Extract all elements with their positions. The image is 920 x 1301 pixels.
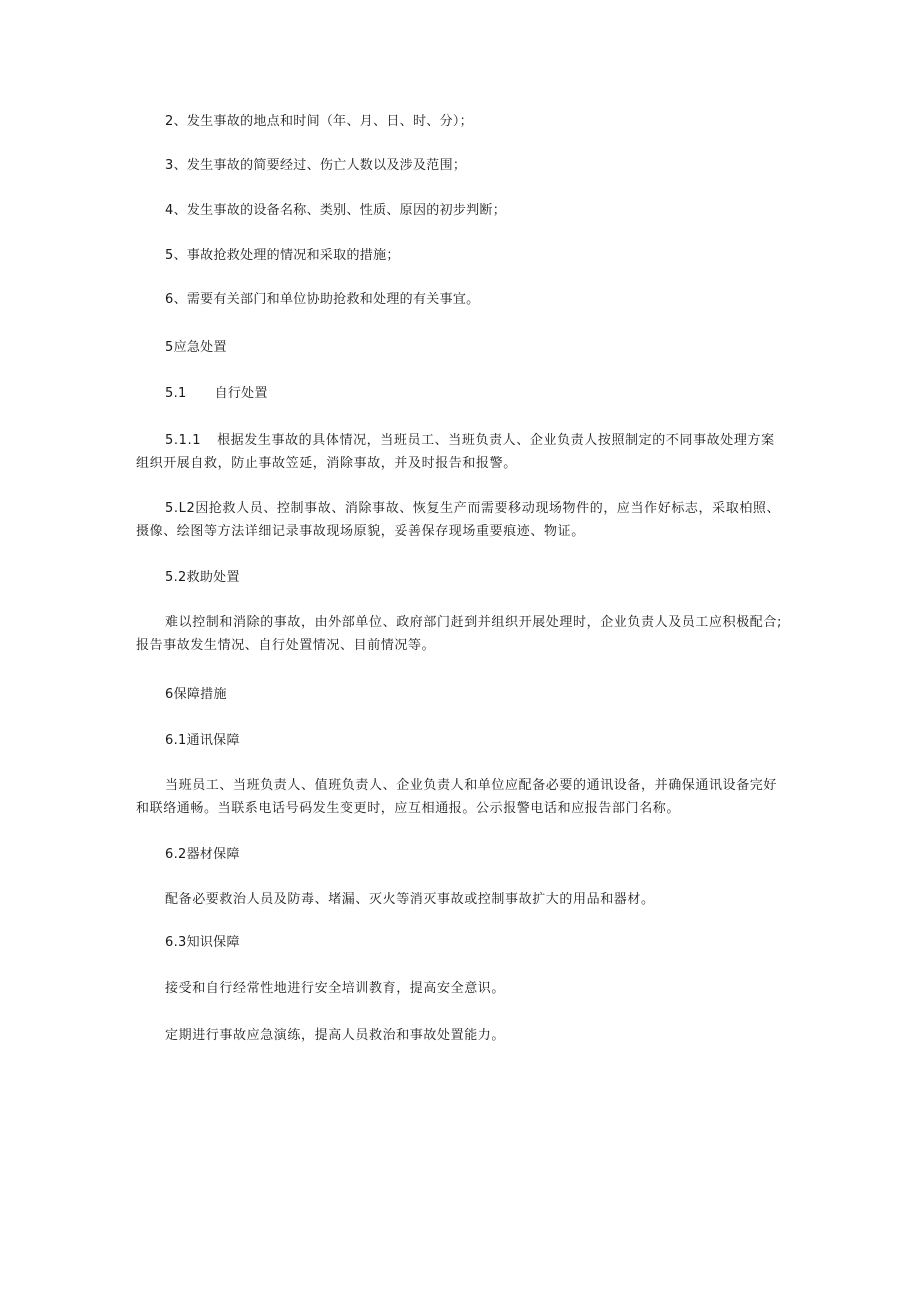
section-heading-5: 5应急处置 — [165, 340, 227, 355]
paragraph-5-2: 难以控制和消除的事故，由外部单位、政府部门赶到并组织开展处理时，企业负责人及员工应积极配合;报告事故发生情况、自行处置情况、目前情况等。 — [136, 615, 782, 653]
section-heading-6-3: 6.3知识保障 — [165, 935, 240, 950]
paragraph-6-2: 配备必要救治人员及防毒、堵漏、灭火等消灭事故或控制事故扩大的用品和器材。 — [165, 892, 655, 907]
list-item: 3、发生事故的简要经过、伤亡人数以及涉及范围； — [165, 158, 467, 173]
section-heading-6-1: 6.1通讯保障 — [165, 733, 240, 748]
section-number: 5.1 — [165, 386, 187, 401]
paragraph-5-1-2: 5.L2因抢救人员、控制事故、消除事故、恢复生产而需要移动现场物件的，应当作好标志，采取柏照、摄像、绘图等方法详细记录事故现场原貌，妥善保存现场重要痕迹、物证。 — [136, 501, 781, 539]
section-heading-5-2: 5.2救助处置 — [165, 570, 240, 585]
paragraph-5-1-1 — [136, 429, 786, 475]
paragraph-6-3-b: 定期进行事故应急演练，提高人员救治和事故处置能力。 — [165, 1028, 506, 1043]
list-item: 4、发生事故的设备名称、类别、性质、原因的初步判断； — [165, 203, 507, 218]
paragraph-6-1: 当班员工、当班负责人、值班负责人、企业负责人和单位应配备必要的通讯设备，并确保通讯设备完好和联络通畅。当联系电话号码发生变更时，应互相通报。公示报警电话和应报告部门名称。 — [136, 778, 778, 816]
paragraph-6-3-a: 接受和自行经常性地进行安全培训教育，提高安全意识。 — [165, 981, 506, 996]
section-heading-5-1 — [165, 383, 790, 405]
section-number: 5.1.1 — [165, 433, 202, 448]
list-item: 5、事故抢救处理的情况和采取的措施； — [165, 248, 400, 263]
section-title: 自行处置 — [214, 386, 268, 401]
section-heading-6: 6保障措施 — [165, 687, 227, 702]
section-heading-6-2: 6.2器材保障 — [165, 847, 240, 862]
list-item: 6、需要有关部门和单位协助抢救和处理的有关事宜。 — [165, 292, 480, 307]
paragraph-text: 根据发生事故的具体情况，当班员工、当班负责人、企业负责人按照制定的不同事故处理方案组织开展自救，防止事故笠延，消除事故，并及时报告和报警。 — [136, 433, 775, 471]
list-item: 2、发生事故的地点和时间（年、月、日、时、分）； — [165, 114, 473, 129]
